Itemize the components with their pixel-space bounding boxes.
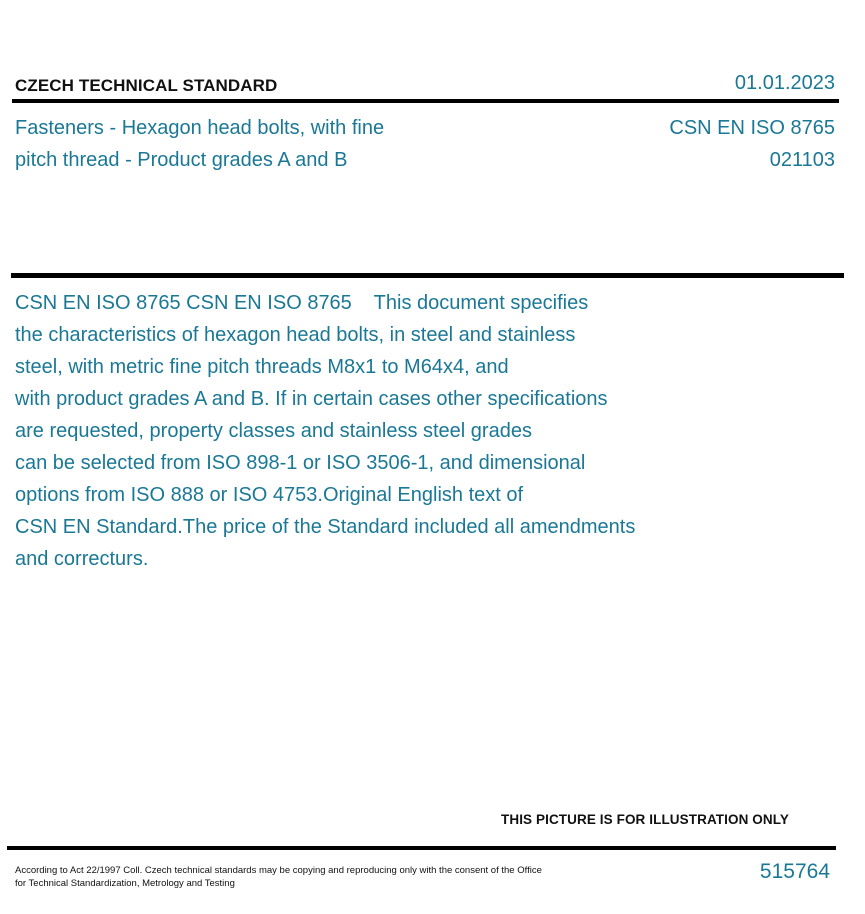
legal-notice (15, 864, 542, 890)
description-line: the characteristics of hexagon head bolts, in steel and stainless (15, 324, 576, 346)
document-type-heading: CZECH TECHNICAL STANDARD (15, 76, 278, 95)
description-line: are requested, property classes and stainless steel grades (15, 420, 532, 442)
standard-title (15, 112, 535, 176)
issue-date: 01.01.2023 (734, 72, 835, 94)
legal-line-2: for Technical Standardization, Metrology and Testing (15, 878, 235, 889)
legal-line-1: According to Act 22/1997 Coll. Czech technical standards may be copying and reproducing only with the consent of the Office (15, 865, 542, 876)
standard-title-line-1: Fasteners - Hexagon head bolts, with fine (15, 117, 385, 139)
description-line: and correcturs. (15, 548, 149, 570)
standard-codes (669, 112, 835, 176)
standard-code: CSN EN ISO 8765 (669, 117, 835, 139)
document-number: 515764 (759, 860, 830, 883)
description-line: options from ISO 888 or ISO 4753.Original English text of (15, 484, 524, 506)
classification-code: 021103 (769, 149, 835, 171)
header-divider (12, 99, 839, 103)
standard-description (15, 287, 705, 575)
illustration-notice: THIS PICTURE IS FOR ILLUSTRATION ONLY (501, 812, 789, 827)
description-line: CSN EN ISO 8765 CSN EN ISO 8765 This document specifies (15, 292, 589, 314)
description-line: with product grades A and B. If in certain cases other specifications (15, 388, 608, 410)
description-line: can be selected from ISO 898-1 or ISO 3506-1, and dimensional (15, 452, 586, 474)
standard-title-line-2: pitch thread - Product grades A and B (15, 149, 348, 171)
section-divider (11, 273, 844, 278)
description-line: steel, with metric fine pitch threads M8x1 to M64x4, and (15, 356, 509, 378)
description-line: CSN EN Standard.The price of the Standard included all amendments (15, 516, 636, 538)
footer-divider (7, 846, 836, 850)
